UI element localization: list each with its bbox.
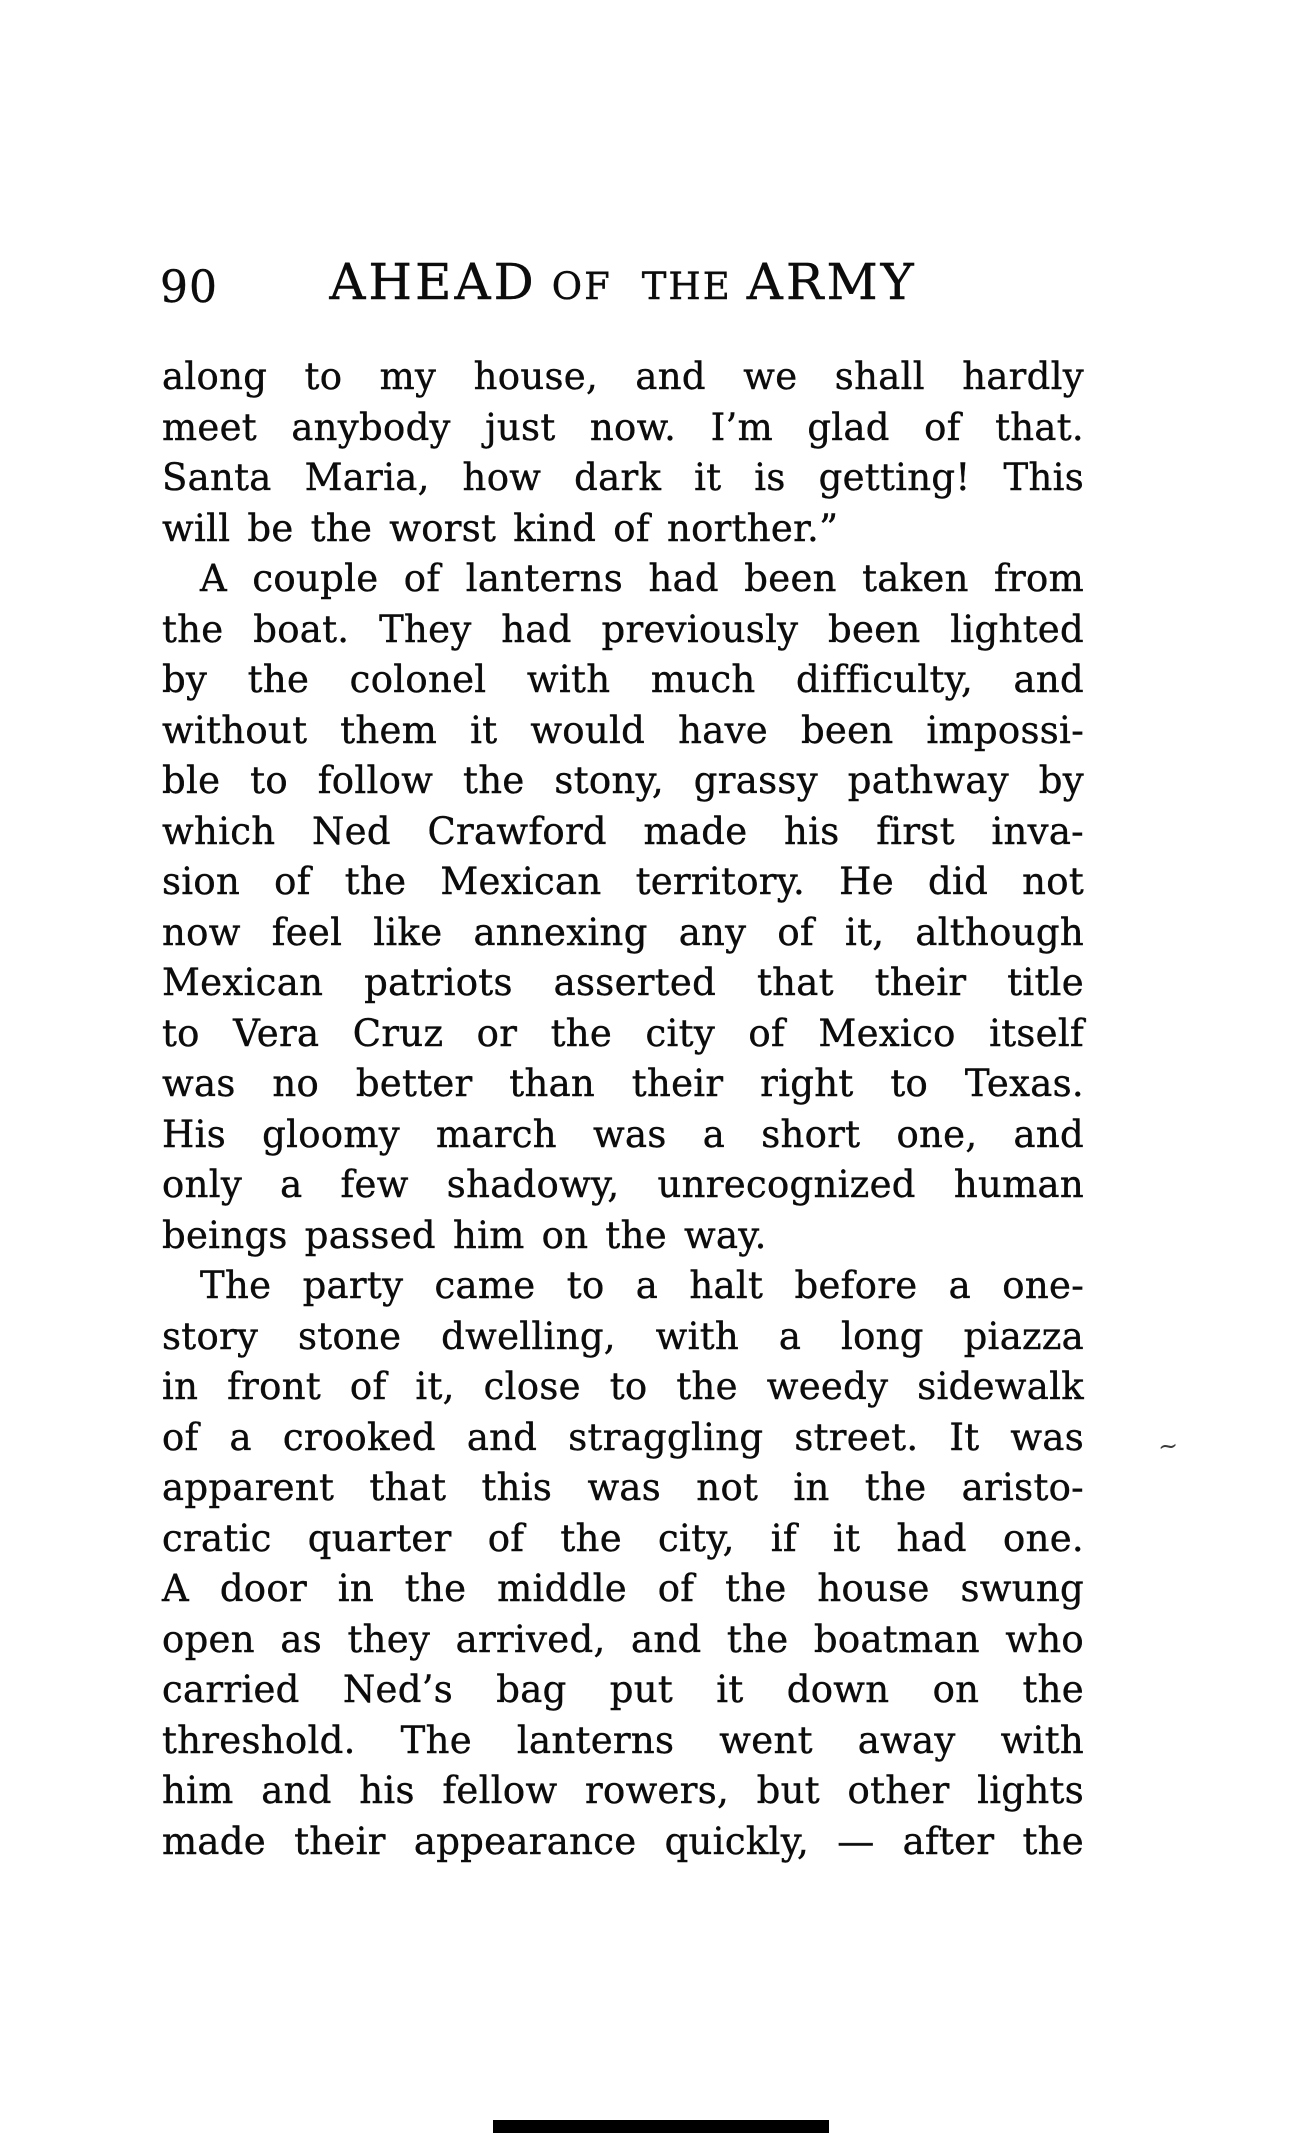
running-header — [162, 254, 1084, 322]
text-line: of a crooked and straggling street. It was — [162, 1415, 1084, 1459]
text-line: now feel like annexing any of it, although — [162, 910, 1084, 954]
text-line: meet anybody just now. I’m glad of that. — [162, 405, 1084, 449]
text-line: in front of it, close to the weedy sidewalk — [162, 1365, 1084, 1408]
text-line: apparent that this was not in the aristo- — [162, 1466, 1084, 1509]
text-line: without them it would have been impossi- — [162, 708, 1084, 752]
text-line: by the colonel with much difficulty, and — [162, 658, 1084, 701]
text-line: story stone dwelling, with a long piazza — [162, 1314, 1084, 1358]
text-line: open as they arrived, and the boatman who — [162, 1617, 1084, 1661]
text-line: threshold. The lanterns went away with — [162, 1718, 1084, 1762]
page-number: 90 — [160, 262, 218, 313]
scan-artifact-bar — [493, 2120, 829, 2133]
text-line: him and his fellow rowers, but other lights — [162, 1769, 1084, 1812]
text-line: The party came to a halt before a one- — [200, 1264, 1084, 1307]
text-line: Santa Maria, how dark it is getting! This — [162, 456, 1084, 499]
text-line: to Vera Cruz or the city of Mexico itself — [162, 1011, 1084, 1055]
running-header-word-army: ARMY — [746, 253, 917, 311]
text-line: the boat. They had previously been lighted — [162, 607, 1084, 651]
text-line: cratic quarter of the city, if it had one. — [162, 1516, 1084, 1560]
text-line: Mexican patriots asserted that their title — [162, 961, 1084, 1004]
text-line: sion of the Mexican territory. He did not — [162, 860, 1084, 903]
text-line: beings passed him on the way. — [162, 1213, 767, 1257]
text-line: A couple of lanterns had been taken from — [200, 557, 1084, 600]
running-header-word-ahead: AHEAD — [329, 253, 537, 311]
body-text — [162, 352, 1084, 1867]
running-header-word-of: OF — [551, 265, 612, 308]
text-line: carried Ned’s bag put it down on the — [162, 1668, 1084, 1711]
running-header-word-the: THE — [641, 265, 732, 308]
text-line: A door in the middle of the house swung — [162, 1567, 1084, 1610]
text-line: made their appearance quickly, — after the — [162, 1819, 1084, 1863]
text-line: was no better than their right to Texas. — [162, 1062, 1084, 1105]
text-line: along to my house, and we shall hardly — [162, 355, 1084, 398]
text-line: only a few shadowy, unrecognized human — [162, 1163, 1084, 1206]
margin-stray-mark: ~ — [1156, 1431, 1180, 1461]
text-line: ble to follow the stony, grassy pathway by — [162, 759, 1084, 802]
text-line: will be the worst kind of norther.” — [162, 506, 839, 550]
text-line: His gloomy march was a short one, and — [162, 1112, 1084, 1156]
text-line: which Ned Crawford made his first inva- — [162, 809, 1084, 853]
